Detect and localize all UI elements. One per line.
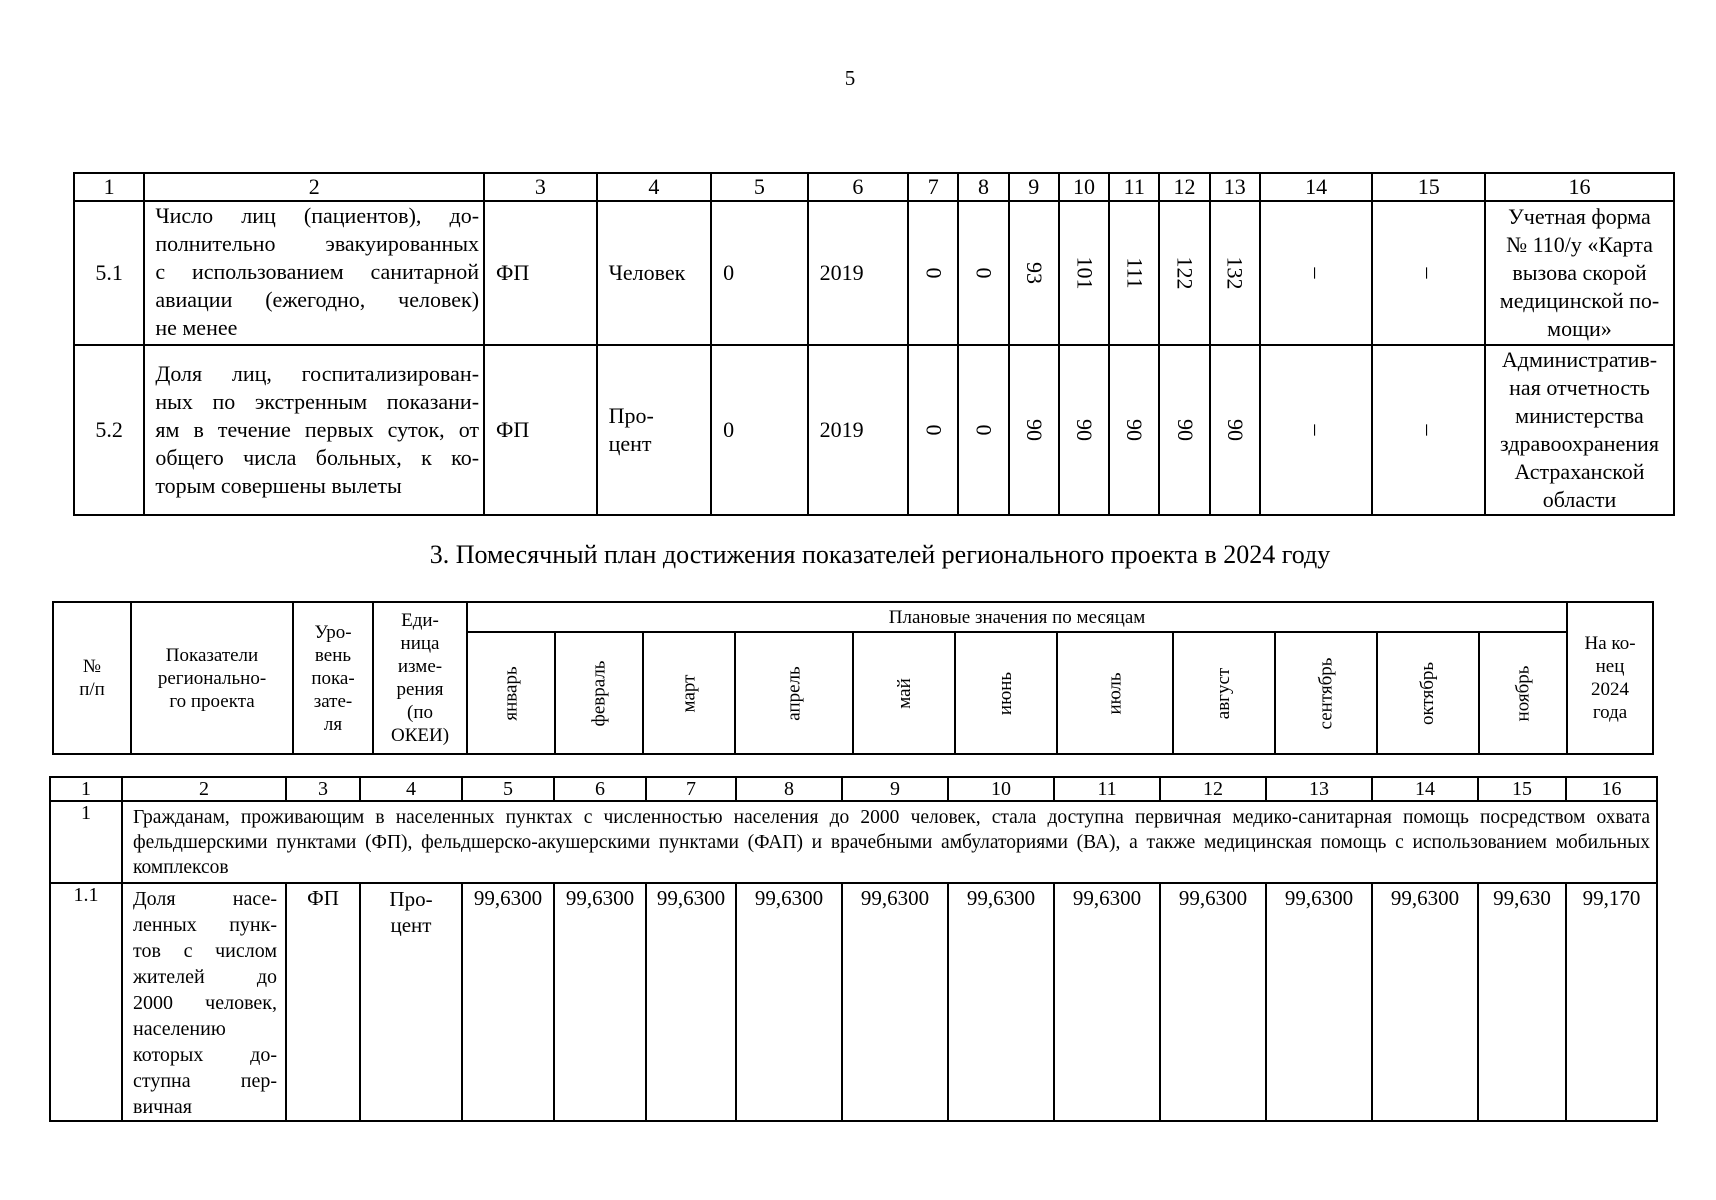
text-line: Про- xyxy=(389,887,433,911)
indicators-table xyxy=(73,172,1675,516)
column-number: 7 xyxy=(646,777,736,801)
month-label: октябрь xyxy=(1417,661,1439,725)
text-line: здравоохранения xyxy=(1500,431,1659,456)
column-number: 6 xyxy=(554,777,646,801)
text-line: цент xyxy=(608,431,652,456)
section-row xyxy=(50,801,1657,883)
section-text: Гражданам, проживающим в населенных пунктах с численностью населения до 2000 человек, стала доступна первичная медико-санитарная помощь посредством охвата фельдшерскими пунктами (ФП), фельдшерско-акушерскими пунктами (ФАП) и врачебными амбулаториями (ВА), а также медицинская помощь с использованием мобильных комплексов xyxy=(122,801,1657,883)
text-line: мощи» xyxy=(1547,316,1612,341)
dash-cell xyxy=(1260,345,1373,515)
table-row xyxy=(50,883,1657,1121)
text-line: Уро- xyxy=(314,621,352,643)
text-line: го проекта xyxy=(169,690,255,712)
month-label: август xyxy=(1213,667,1235,719)
row-number: 5.1 xyxy=(74,201,144,345)
text-line: ница xyxy=(400,633,440,654)
month-value: 99,6300 xyxy=(1054,883,1160,1121)
text-line: Доля лиц, госпитализирован- xyxy=(155,361,480,386)
column-number: 14 xyxy=(1372,777,1478,801)
monthly-values-header: Плановые значения по месяцам xyxy=(467,602,1567,632)
text-line: рения xyxy=(396,679,444,700)
text-line: тов с числом xyxy=(133,940,277,962)
column-number: 3 xyxy=(286,777,360,801)
page-number: 5 xyxy=(844,66,856,90)
data-source xyxy=(1485,345,1674,515)
column-number: 2 xyxy=(122,777,286,801)
unit xyxy=(597,345,712,515)
text-line: На ко- xyxy=(1584,633,1636,654)
value-cell xyxy=(958,201,1008,345)
unit xyxy=(360,883,462,1121)
month-value: 99,6300 xyxy=(1372,883,1478,1121)
month-value: 99,6300 xyxy=(948,883,1054,1121)
base-value: 0 xyxy=(711,201,807,345)
monthly-plan-table xyxy=(49,776,1658,1122)
month-label: апрель xyxy=(783,665,805,721)
column-number: 3 xyxy=(484,173,597,201)
table-row xyxy=(74,345,1674,515)
column-number: 4 xyxy=(597,173,712,201)
indicator-level: ФП xyxy=(484,201,597,345)
column-number: 15 xyxy=(1372,173,1485,201)
dash-cell xyxy=(1260,201,1373,345)
text-line: авиации (ежегодно, человек) xyxy=(155,287,480,312)
data-source xyxy=(1485,201,1674,345)
section-number: 1 xyxy=(50,801,122,883)
dash-text: – xyxy=(1416,267,1442,279)
column-number: 8 xyxy=(736,777,842,801)
month-label: май xyxy=(893,677,915,709)
text-line: торым совершены вылеты xyxy=(155,473,402,498)
monthly-plan-header-table xyxy=(52,601,1654,755)
dash-text: – xyxy=(1304,424,1330,436)
month-header xyxy=(1057,632,1173,754)
value-text: 93 xyxy=(1021,262,1047,284)
column-number: 11 xyxy=(1109,173,1159,201)
text-line: (по xyxy=(407,702,433,723)
value-text: 90 xyxy=(1072,419,1097,441)
text-line: Еди- xyxy=(401,610,439,631)
text-line: вень xyxy=(314,644,352,666)
text-line: ля xyxy=(323,713,343,735)
month-value: 99,630 xyxy=(1478,883,1566,1121)
month-value: 99,6300 xyxy=(462,883,554,1121)
value-cell xyxy=(1059,201,1109,345)
value-cell xyxy=(1159,201,1209,345)
text-line: ная отчетность xyxy=(1509,375,1650,400)
month-header xyxy=(1275,632,1377,754)
col-level-header xyxy=(293,602,373,754)
col-unit-header xyxy=(373,602,467,754)
row-number: 1.1 xyxy=(50,883,122,1121)
value-cell xyxy=(1210,345,1260,515)
value-cell xyxy=(1210,201,1260,345)
section-title: 3. Помесячный план достижения показателей регионального проекта в 2024 году xyxy=(429,540,1331,569)
text-line: 2000 человек, xyxy=(133,992,277,1014)
value-text: 90 xyxy=(1172,419,1198,441)
text-line: регионально- xyxy=(157,667,267,689)
value-cell xyxy=(1009,345,1059,515)
text-line: 2024 xyxy=(1591,679,1630,700)
month-value: 99,6300 xyxy=(646,883,736,1121)
value-cell xyxy=(1059,345,1109,515)
column-number: 16 xyxy=(1485,173,1674,201)
text-line: цент xyxy=(390,913,432,937)
column-number: 8 xyxy=(958,173,1008,201)
dash-text: – xyxy=(1304,267,1330,279)
value-text: 0 xyxy=(971,267,997,279)
text-line: п/п xyxy=(79,679,105,700)
text-line: ям в течение первых суток, от xyxy=(155,417,480,442)
text-line: ленных пунк- xyxy=(133,914,277,936)
row-number: 5.2 xyxy=(74,345,144,515)
column-number: 2 xyxy=(144,173,484,201)
month-header xyxy=(1173,632,1275,754)
base-year: 2019 xyxy=(808,201,909,345)
dash-cell xyxy=(1372,201,1485,345)
text-line: Про- xyxy=(608,403,654,428)
text-line: № xyxy=(82,656,102,677)
month-header xyxy=(735,632,853,754)
column-number: 11 xyxy=(1054,777,1160,801)
text-line: населению xyxy=(133,1018,226,1040)
column-number: 12 xyxy=(1160,777,1266,801)
column-number: 5 xyxy=(462,777,554,801)
column-number: 9 xyxy=(1009,173,1059,201)
table-row xyxy=(74,201,1674,345)
column-number: 5 xyxy=(711,173,807,201)
indicator-description xyxy=(144,345,484,515)
month-label: январь xyxy=(500,665,522,721)
text-line: ных по экстренным показани- xyxy=(155,389,480,414)
text-line: Учетная форма xyxy=(1508,204,1651,229)
table-header-row xyxy=(50,777,1657,801)
value-text: 0 xyxy=(971,424,997,436)
column-number: 15 xyxy=(1478,777,1566,801)
column-number: 14 xyxy=(1260,173,1373,201)
text-line: зате- xyxy=(313,690,353,712)
column-number: 1 xyxy=(50,777,122,801)
month-header xyxy=(853,632,955,754)
indicator-level: ФП xyxy=(286,883,360,1121)
value-text: 90 xyxy=(1122,419,1148,441)
text-line: нец xyxy=(1595,656,1625,677)
value-text: 0 xyxy=(921,424,947,436)
month-header xyxy=(643,632,735,754)
value-text: 101 xyxy=(1072,256,1097,290)
month-header xyxy=(1479,632,1567,754)
month-label: июнь xyxy=(995,671,1017,715)
column-number: 9 xyxy=(842,777,948,801)
text-line: Показатели xyxy=(165,644,259,666)
column-number: 10 xyxy=(948,777,1054,801)
text-line: Доля насе- xyxy=(133,888,277,910)
value-text: 122 xyxy=(1172,256,1198,290)
text-line: министерства xyxy=(1515,403,1644,428)
month-value: 99,6300 xyxy=(736,883,842,1121)
text-line: года xyxy=(1592,702,1628,723)
month-label: март xyxy=(678,674,700,712)
text-line: полнительно эвакуированных xyxy=(155,231,480,256)
value-cell xyxy=(908,201,958,345)
value-text: 90 xyxy=(1021,419,1047,441)
base-year: 2019 xyxy=(808,345,909,515)
text-line: пока- xyxy=(311,667,355,689)
column-number: 10 xyxy=(1059,173,1109,201)
indicator-description xyxy=(122,883,286,1121)
column-number: 6 xyxy=(808,173,909,201)
value-text: 0 xyxy=(921,267,947,279)
month-label: февраль xyxy=(588,660,610,726)
value-cell xyxy=(958,345,1008,515)
column-number: 12 xyxy=(1159,173,1209,201)
text-line: медицинской по- xyxy=(1499,288,1660,313)
month-header xyxy=(467,632,555,754)
month-label: сентябрь xyxy=(1315,657,1337,729)
value-cell xyxy=(1109,201,1159,345)
dash-text: – xyxy=(1416,424,1442,436)
text-line: ОКЕИ) xyxy=(390,725,450,746)
text-line: общего числа больных, к ко- xyxy=(155,445,480,470)
month-value: 99,6300 xyxy=(1160,883,1266,1121)
month-value: 99,6300 xyxy=(842,883,948,1121)
column-number: 13 xyxy=(1210,173,1260,201)
year-end-value: 99,170 xyxy=(1566,883,1657,1121)
text-line: № 110/у «Карта xyxy=(1506,232,1653,257)
col-number-header xyxy=(53,602,131,754)
month-value: 99,6300 xyxy=(1266,883,1372,1121)
text-line: которых до- xyxy=(133,1044,277,1066)
month-header xyxy=(555,632,643,754)
text-line: Административ- xyxy=(1501,347,1658,372)
text-line: изме- xyxy=(397,656,443,677)
table-header-row xyxy=(74,173,1674,201)
dash-cell xyxy=(1372,345,1485,515)
text-line: вичная xyxy=(133,1096,192,1118)
value-text: 111 xyxy=(1122,257,1148,289)
text-line: жителей до xyxy=(133,966,277,988)
month-label: июль xyxy=(1104,671,1126,715)
text-line: не менее xyxy=(155,315,238,340)
text-line: Число лиц (пациентов), до- xyxy=(155,203,480,228)
unit: Человек xyxy=(597,201,712,345)
text-line: ступна пер- xyxy=(133,1070,277,1092)
text-line: вызова скорой xyxy=(1512,260,1647,285)
col-end-of-year-header xyxy=(1567,602,1653,754)
value-cell xyxy=(908,345,958,515)
col-indicator-header xyxy=(131,602,293,754)
month-label: ноябрь xyxy=(1512,665,1534,721)
column-number: 7 xyxy=(908,173,958,201)
base-value: 0 xyxy=(711,345,807,515)
text-line: с использованием санитарной xyxy=(155,259,480,284)
column-number: 16 xyxy=(1566,777,1657,801)
column-number: 1 xyxy=(74,173,144,201)
value-text: 90 xyxy=(1222,419,1248,441)
column-number: 13 xyxy=(1266,777,1372,801)
month-value: 99,6300 xyxy=(554,883,646,1121)
value-cell xyxy=(1159,345,1209,515)
text-line: области xyxy=(1542,487,1617,512)
month-header xyxy=(955,632,1057,754)
indicator-level: ФП xyxy=(484,345,597,515)
value-cell xyxy=(1009,201,1059,345)
table-header-row xyxy=(53,602,1653,632)
column-number: 4 xyxy=(360,777,462,801)
indicator-description xyxy=(144,201,484,345)
month-header xyxy=(1377,632,1479,754)
text-line: Астраханской xyxy=(1514,459,1645,484)
value-cell xyxy=(1109,345,1159,515)
value-text: 132 xyxy=(1222,256,1248,290)
